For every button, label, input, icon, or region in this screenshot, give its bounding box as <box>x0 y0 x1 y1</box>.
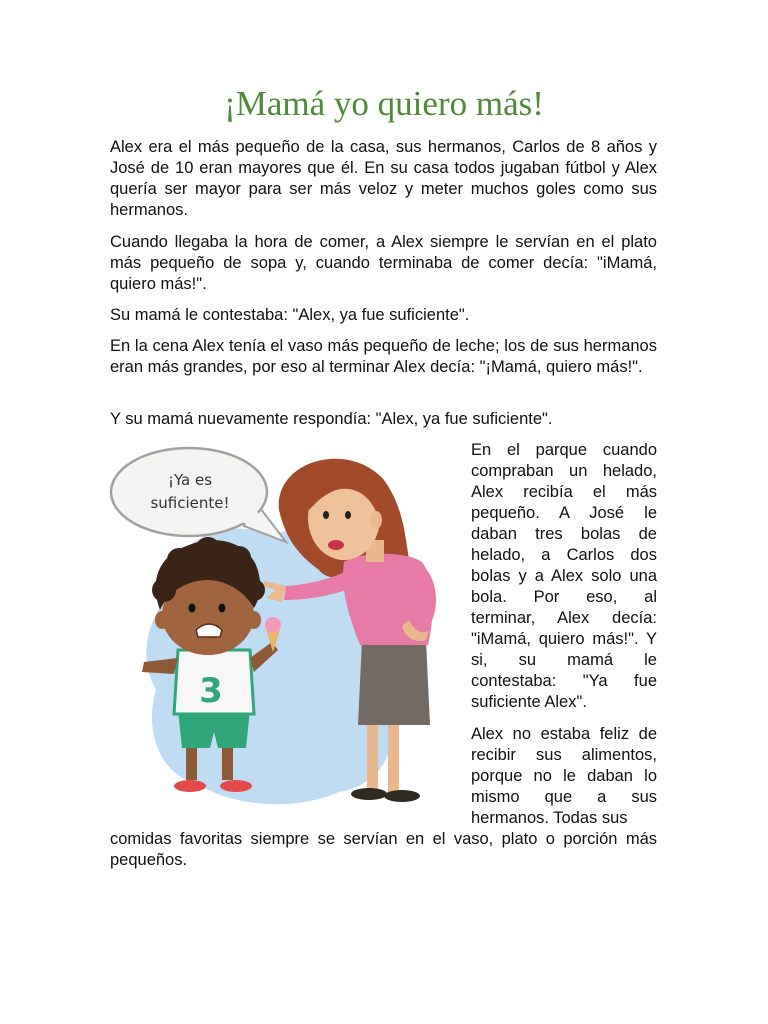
paragraph-1: Alex era el más pequeño de la casa, sus hermanos, Carlos de 8 años y José de 10 eran mayores que él. En su casa todos jugaban fútbol y Alex quería ser mayor para ser más veloz y meter muchos goles como sus hermanos. <box>110 138 657 219</box>
closing-paragraph-start: Alex no estaba feliz de recibir sus alimentos, porque no le daban lo mismo que a sus hermanos. Todas sus <box>471 725 657 827</box>
park-paragraph: En el parque cuando compraban un helado, Alex recibía el más pequeño. A José le daban tres bolas de helado, a Carlos dos bolas y a Alex solo una bola. Por eso, al terminar, Alex decía: "iMamá, quiero más!". Y si, su mamá le contestaba: "Ya fue suficiente Alex". <box>471 441 657 711</box>
speech-bubble <box>111 448 286 542</box>
speech-line-2: suficiente! <box>150 494 230 512</box>
paragraph-3: Su mamá le contestaba: "Alex, ya fue suficiente". <box>110 306 470 324</box>
story-title: ¡Mamá yo quiero más! <box>224 84 544 123</box>
shirt-number: 3 <box>199 671 223 711</box>
paragraph-2: Cuando llegaba la hora de comer, a Alex siempre le servían en el plato más pequeño de sopa y, cuando terminaba de comer decía: "iMamá, quiero más!". <box>110 233 657 293</box>
closing-paragraph-end: comidas favoritas siempre se servían en el vaso, plato o porción más pequeños. <box>110 830 657 869</box>
paragraph-5: Y su mamá nuevamente respondía: "Alex, ya fue suficiente". <box>110 410 553 428</box>
paragraph-4: En la cena Alex tenía el vaso más pequeño de leche; los de sus hermanos eran más grandes, por eso al terminar Alex decía: "¡Mamá, quiero más!". <box>110 337 657 376</box>
speech-line-1: ¡Ya es <box>167 471 213 489</box>
illustration-mother-and-child <box>104 440 466 820</box>
